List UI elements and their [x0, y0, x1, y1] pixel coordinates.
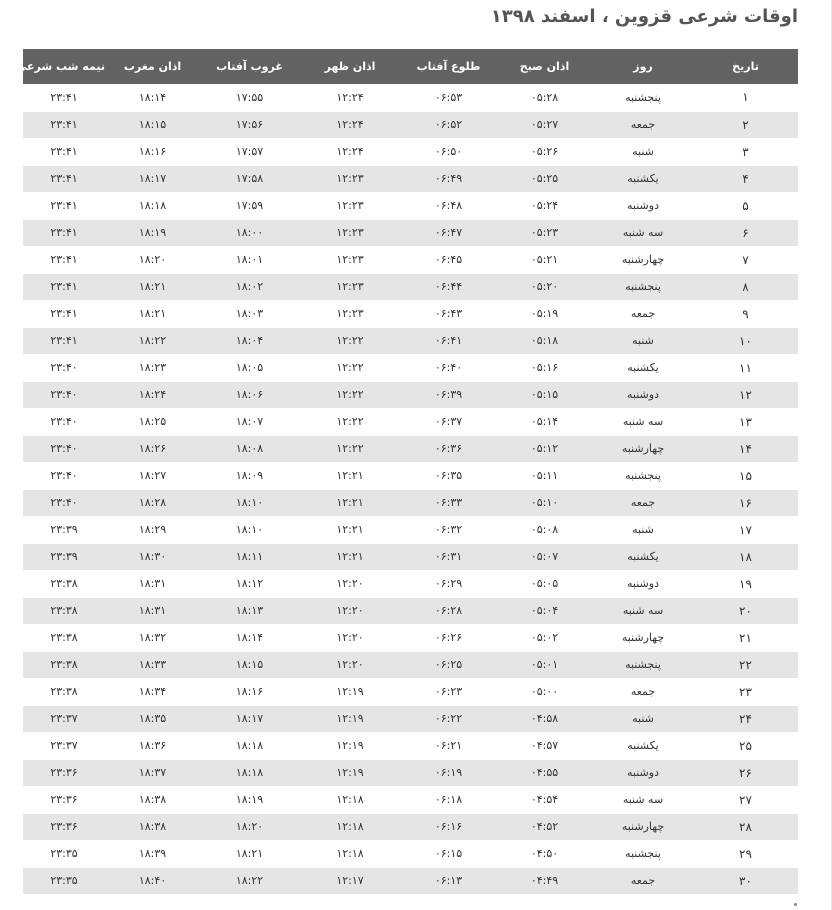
cell-date: ۵ — [693, 192, 798, 219]
cell-sunrise: ۰۶:۴۸ — [401, 192, 496, 219]
cell-date: ۱۴ — [693, 435, 798, 462]
cell-dhuhr: ۱۲:۲۳ — [299, 300, 401, 327]
cell-sunrise: ۰۶:۱۵ — [401, 840, 496, 867]
table-row — [23, 759, 798, 786]
cell-sunrise: ۰۶:۱۳ — [401, 867, 496, 894]
cell-sunset: ۱۷:۵۶ — [200, 111, 299, 138]
cell-dhuhr: ۱۲:۲۲ — [299, 435, 401, 462]
cell-sunrise: ۰۶:۳۲ — [401, 516, 496, 543]
cell-dhuhr: ۱۲:۲۲ — [299, 381, 401, 408]
cell-sunset: ۱۸:۰۵ — [200, 354, 299, 381]
table-row — [23, 570, 798, 597]
table-row — [23, 300, 798, 327]
cell-sunset: ۱۷:۵۷ — [200, 138, 299, 165]
cell-sunset: ۱۸:۰۲ — [200, 273, 299, 300]
cell-dhuhr: ۱۲:۲۴ — [299, 111, 401, 138]
cell-day: پنجشنبه — [593, 84, 693, 111]
cell-day: جمعه — [593, 111, 693, 138]
cell-maghrib: ۱۸:۳۱ — [105, 570, 200, 597]
cell-sunset: ۱۸:۰۶ — [200, 381, 299, 408]
cell-day: یکشنبه — [593, 543, 693, 570]
cell-date: ۳ — [693, 138, 798, 165]
cell-sunrise: ۰۶:۴۴ — [401, 273, 496, 300]
cell-dhuhr: ۱۲:۱۸ — [299, 840, 401, 867]
table-row — [23, 516, 798, 543]
cell-date: ۷ — [693, 246, 798, 273]
cell-sunset: ۱۸:۲۲ — [200, 867, 299, 894]
cell-fajr: ۰۵:۲۱ — [496, 246, 593, 273]
cell-maghrib: ۱۸:۱۸ — [105, 192, 200, 219]
cell-day: یکشنبه — [593, 165, 693, 192]
cell-maghrib: ۱۸:۳۴ — [105, 678, 200, 705]
header-date: تاریخ — [732, 60, 759, 73]
table-row — [23, 408, 798, 435]
cell-sunset: ۱۸:۲۰ — [200, 813, 299, 840]
cell-dhuhr: ۱۲:۱۹ — [299, 705, 401, 732]
cell-date: ۱۳ — [693, 408, 798, 435]
cell-dhuhr: ۱۲:۲۱ — [299, 543, 401, 570]
table-row — [23, 732, 798, 759]
cell-maghrib: ۱۸:۳۲ — [105, 624, 200, 651]
cell-maghrib: ۱۸:۲۶ — [105, 435, 200, 462]
cell-sunrise: ۰۶:۴۳ — [401, 300, 496, 327]
cell-day: سه شنبه — [593, 219, 693, 246]
cell-sunset: ۱۸:۰۸ — [200, 435, 299, 462]
cell-sunrise: ۰۶:۳۳ — [401, 489, 496, 516]
cell-midnight: ۲۳:۳۶ — [23, 813, 105, 840]
cell-maghrib: ۱۸:۲۹ — [105, 516, 200, 543]
cell-date: ۱۷ — [693, 516, 798, 543]
cell-midnight: ۲۳:۳۷ — [23, 732, 105, 759]
cell-midnight: ۲۳:۴۰ — [23, 354, 105, 381]
table-row — [23, 624, 798, 651]
cell-day: جمعه — [593, 489, 693, 516]
cell-sunrise: ۰۶:۳۵ — [401, 462, 496, 489]
cell-day: جمعه — [593, 867, 693, 894]
cell-sunset: ۱۸:۱۰ — [200, 516, 299, 543]
cell-fajr: ۰۵:۲۸ — [496, 84, 593, 111]
cell-dhuhr: ۱۲:۲۰ — [299, 651, 401, 678]
cell-date: ۲۵ — [693, 732, 798, 759]
cell-maghrib: ۱۸:۲۵ — [105, 408, 200, 435]
table-row — [23, 273, 798, 300]
cell-dhuhr: ۱۲:۱۷ — [299, 867, 401, 894]
cell-date: ۲۱ — [693, 624, 798, 651]
cell-day: جمعه — [593, 300, 693, 327]
cell-fajr: ۰۵:۲۴ — [496, 192, 593, 219]
cell-sunrise: ۰۶:۴۵ — [401, 246, 496, 273]
cell-fajr: ۰۵:۰۰ — [496, 678, 593, 705]
cell-dhuhr: ۱۲:۱۸ — [299, 786, 401, 813]
cell-day: شنبه — [593, 138, 693, 165]
cell-fajr: ۰۵:۱۸ — [496, 327, 593, 354]
cell-date: ۲۶ — [693, 759, 798, 786]
cell-fajr: ۰۵:۰۲ — [496, 624, 593, 651]
cell-sunset: ۱۷:۵۹ — [200, 192, 299, 219]
cell-sunset: ۱۸:۱۱ — [200, 543, 299, 570]
prayer-times-table — [15, 49, 798, 895]
table-row — [23, 597, 798, 624]
header-midnight: نیمه شب شرعی — [15, 60, 105, 73]
table-row — [23, 435, 798, 462]
cell-fajr: ۰۵:۱۵ — [496, 381, 593, 408]
cell-maghrib: ۱۸:۲۸ — [105, 489, 200, 516]
header-sunrise: طلوع آفتاب — [416, 60, 481, 73]
cell-dhuhr: ۱۲:۲۳ — [299, 273, 401, 300]
cell-sunset: ۱۸:۱۴ — [200, 624, 299, 651]
cell-dhuhr: ۱۲:۱۹ — [299, 732, 401, 759]
cell-sunset: ۱۸:۱۶ — [200, 678, 299, 705]
cell-fajr: ۰۵:۲۶ — [496, 138, 593, 165]
footer-dot — [794, 903, 797, 906]
cell-fajr: ۰۴:۴۹ — [496, 867, 593, 894]
table-row — [23, 246, 798, 273]
header-dhuhr: اذان ظهر — [324, 60, 376, 73]
cell-date: ۲۴ — [693, 705, 798, 732]
cell-day: سه شنبه — [593, 408, 693, 435]
cell-fajr: ۰۵:۰۴ — [496, 597, 593, 624]
cell-sunrise: ۰۶:۲۱ — [401, 732, 496, 759]
cell-day: پنجشنبه — [593, 651, 693, 678]
table-row — [23, 327, 798, 354]
cell-maghrib: ۱۸:۲۷ — [105, 462, 200, 489]
cell-sunset: ۱۸:۲۱ — [200, 840, 299, 867]
cell-dhuhr: ۱۲:۲۲ — [299, 354, 401, 381]
cell-midnight: ۲۳:۳۹ — [23, 516, 105, 543]
cell-midnight: ۲۳:۴۰ — [23, 489, 105, 516]
cell-date: ۲ — [693, 111, 798, 138]
cell-dhuhr: ۱۲:۲۰ — [299, 570, 401, 597]
cell-midnight: ۲۳:۳۵ — [23, 840, 105, 867]
cell-midnight: ۲۳:۳۸ — [23, 624, 105, 651]
cell-maghrib: ۱۸:۲۴ — [105, 381, 200, 408]
cell-dhuhr: ۱۲:۲۲ — [299, 327, 401, 354]
prayer-times-table-container — [15, 49, 798, 895]
cell-date: ۹ — [693, 300, 798, 327]
cell-day: چهارشنبه — [593, 246, 693, 273]
cell-day: پنجشنبه — [593, 462, 693, 489]
cell-fajr: ۰۴:۵۰ — [496, 840, 593, 867]
cell-dhuhr: ۱۲:۲۴ — [299, 84, 401, 111]
cell-midnight: ۲۳:۴۱ — [23, 300, 105, 327]
cell-maghrib: ۱۸:۳۹ — [105, 840, 200, 867]
cell-maghrib: ۱۸:۱۹ — [105, 219, 200, 246]
cell-date: ۲۰ — [693, 597, 798, 624]
cell-sunrise: ۰۶:۱۶ — [401, 813, 496, 840]
cell-day: دوشنبه — [593, 381, 693, 408]
cell-midnight: ۲۳:۳۸ — [23, 678, 105, 705]
cell-midnight: ۲۳:۳۷ — [23, 705, 105, 732]
cell-sunrise: ۰۶:۲۵ — [401, 651, 496, 678]
table-body — [23, 84, 798, 894]
cell-midnight: ۲۳:۴۱ — [23, 219, 105, 246]
cell-maghrib: ۱۸:۳۷ — [105, 759, 200, 786]
cell-sunrise: ۰۶:۳۹ — [401, 381, 496, 408]
cell-day: چهارشنبه — [593, 813, 693, 840]
cell-fajr: ۰۵:۱۹ — [496, 300, 593, 327]
table-row — [23, 138, 798, 165]
cell-dhuhr: ۱۲:۲۳ — [299, 165, 401, 192]
cell-date: ۳۰ — [693, 867, 798, 894]
cell-sunset: ۱۸:۱۵ — [200, 651, 299, 678]
cell-sunrise: ۰۶:۲۸ — [401, 597, 496, 624]
cell-dhuhr: ۱۲:۱۹ — [299, 678, 401, 705]
cell-day: یکشنبه — [593, 354, 693, 381]
cell-maghrib: ۱۸:۱۴ — [105, 84, 200, 111]
cell-date: ۶ — [693, 219, 798, 246]
cell-dhuhr: ۱۲:۲۳ — [299, 219, 401, 246]
cell-sunrise: ۰۶:۲۳ — [401, 678, 496, 705]
cell-midnight: ۲۳:۴۰ — [23, 408, 105, 435]
cell-fajr: ۰۵:۱۰ — [496, 489, 593, 516]
cell-date: ۴ — [693, 165, 798, 192]
cell-midnight: ۲۳:۴۰ — [23, 381, 105, 408]
cell-midnight: ۲۳:۴۱ — [23, 192, 105, 219]
cell-midnight: ۲۳:۳۶ — [23, 786, 105, 813]
cell-sunrise: ۰۶:۲۲ — [401, 705, 496, 732]
cell-fajr: ۰۴:۵۸ — [496, 705, 593, 732]
cell-fajr: ۰۵:۱۲ — [496, 435, 593, 462]
cell-maghrib: ۱۸:۳۸ — [105, 786, 200, 813]
cell-midnight: ۲۳:۴۱ — [23, 327, 105, 354]
cell-sunrise: ۰۶:۳۱ — [401, 543, 496, 570]
table-row — [23, 354, 798, 381]
table-row — [23, 192, 798, 219]
cell-dhuhr: ۱۲:۲۰ — [299, 624, 401, 651]
cell-maghrib: ۱۸:۳۶ — [105, 732, 200, 759]
table-row — [23, 543, 798, 570]
cell-day: پنجشنبه — [593, 273, 693, 300]
page-title: اوقات شرعی قزوین ، اسفند ۱۳۹۸ — [490, 6, 798, 27]
cell-fajr: ۰۴:۵۲ — [496, 813, 593, 840]
cell-midnight: ۲۳:۳۸ — [23, 570, 105, 597]
cell-day: دوشنبه — [593, 570, 693, 597]
cell-date: ۱۵ — [693, 462, 798, 489]
cell-fajr: ۰۴:۵۴ — [496, 786, 593, 813]
table-row — [23, 867, 798, 894]
cell-dhuhr: ۱۲:۲۱ — [299, 462, 401, 489]
header-maghrib: اذان مغرب — [123, 60, 182, 73]
cell-dhuhr: ۱۲:۲۱ — [299, 516, 401, 543]
table-row — [23, 651, 798, 678]
cell-sunset: ۱۷:۵۵ — [200, 84, 299, 111]
cell-sunrise: ۰۶:۴۹ — [401, 165, 496, 192]
cell-date: ۲۳ — [693, 678, 798, 705]
cell-sunset: ۱۸:۱۲ — [200, 570, 299, 597]
cell-day: دوشنبه — [593, 192, 693, 219]
cell-midnight: ۲۳:۴۱ — [23, 84, 105, 111]
cell-dhuhr: ۱۲:۲۳ — [299, 246, 401, 273]
cell-maghrib: ۱۸:۳۰ — [105, 543, 200, 570]
table-row — [23, 165, 798, 192]
cell-sunset: ۱۸:۱۸ — [200, 759, 299, 786]
cell-sunset: ۱۸:۱۸ — [200, 732, 299, 759]
header-sunset: غروب آفتاب — [216, 60, 283, 73]
cell-maghrib: ۱۸:۱۷ — [105, 165, 200, 192]
cell-fajr: ۰۵:۲۳ — [496, 219, 593, 246]
cell-maghrib: ۱۸:۲۲ — [105, 327, 200, 354]
table-row — [23, 786, 798, 813]
cell-dhuhr: ۱۲:۱۸ — [299, 813, 401, 840]
cell-maghrib: ۱۸:۲۳ — [105, 354, 200, 381]
cell-date: ۱۸ — [693, 543, 798, 570]
cell-sunrise: ۰۶:۱۸ — [401, 786, 496, 813]
cell-sunrise: ۰۶:۲۶ — [401, 624, 496, 651]
table-header-row — [23, 49, 798, 84]
cell-sunrise: ۰۶:۳۷ — [401, 408, 496, 435]
cell-date: ۲۹ — [693, 840, 798, 867]
cell-sunset: ۱۸:۰۰ — [200, 219, 299, 246]
cell-midnight: ۲۳:۳۸ — [23, 597, 105, 624]
cell-sunrise: ۰۶:۴۷ — [401, 219, 496, 246]
cell-maghrib: ۱۸:۴۰ — [105, 867, 200, 894]
cell-sunset: ۱۸:۰۹ — [200, 462, 299, 489]
cell-maghrib: ۱۸:۳۳ — [105, 651, 200, 678]
cell-fajr: ۰۴:۵۵ — [496, 759, 593, 786]
cell-sunrise: ۰۶:۳۶ — [401, 435, 496, 462]
cell-day: چهارشنبه — [593, 624, 693, 651]
cell-date: ۲۸ — [693, 813, 798, 840]
cell-fajr: ۰۵:۲۷ — [496, 111, 593, 138]
cell-dhuhr: ۱۲:۲۰ — [299, 597, 401, 624]
cell-date: ۱ — [693, 84, 798, 111]
cell-midnight: ۲۳:۴۱ — [23, 165, 105, 192]
cell-sunset: ۱۸:۱۳ — [200, 597, 299, 624]
table-row — [23, 489, 798, 516]
cell-midnight: ۲۳:۴۱ — [23, 138, 105, 165]
cell-date: ۱۰ — [693, 327, 798, 354]
cell-maghrib: ۱۸:۱۵ — [105, 111, 200, 138]
cell-midnight: ۲۳:۴۰ — [23, 435, 105, 462]
header-fajr: اذان صبح — [519, 60, 570, 73]
cell-sunset: ۱۸:۱۷ — [200, 705, 299, 732]
cell-maghrib: ۱۸:۲۰ — [105, 246, 200, 273]
table-row — [23, 678, 798, 705]
cell-maghrib: ۱۸:۲۱ — [105, 273, 200, 300]
cell-date: ۲۲ — [693, 651, 798, 678]
cell-day: دوشنبه — [593, 759, 693, 786]
cell-sunset: ۱۸:۰۱ — [200, 246, 299, 273]
cell-day: سه شنبه — [593, 597, 693, 624]
cell-dhuhr: ۱۲:۱۹ — [299, 759, 401, 786]
cell-fajr: ۰۴:۵۷ — [496, 732, 593, 759]
cell-date: ۱۲ — [693, 381, 798, 408]
cell-maghrib: ۱۸:۲۱ — [105, 300, 200, 327]
table-row — [23, 840, 798, 867]
cell-fajr: ۰۵:۱۴ — [496, 408, 593, 435]
cell-fajr: ۰۵:۱۱ — [496, 462, 593, 489]
cell-sunrise: ۰۶:۵۰ — [401, 138, 496, 165]
table-row — [23, 219, 798, 246]
cell-date: ۲۷ — [693, 786, 798, 813]
cell-day: شنبه — [593, 516, 693, 543]
cell-day: یکشنبه — [593, 732, 693, 759]
cell-sunset: ۱۷:۵۸ — [200, 165, 299, 192]
cell-date: ۱۱ — [693, 354, 798, 381]
cell-fajr: ۰۵:۱۶ — [496, 354, 593, 381]
cell-sunrise: ۰۶:۵۲ — [401, 111, 496, 138]
cell-dhuhr: ۱۲:۲۴ — [299, 138, 401, 165]
table-row — [23, 381, 798, 408]
cell-sunrise: ۰۶:۴۰ — [401, 354, 496, 381]
cell-fajr: ۰۵:۰۵ — [496, 570, 593, 597]
table-row — [23, 705, 798, 732]
cell-midnight: ۲۳:۴۱ — [23, 273, 105, 300]
cell-day: جمعه — [593, 678, 693, 705]
cell-midnight: ۲۳:۴۰ — [23, 462, 105, 489]
cell-midnight: ۲۳:۴۱ — [23, 111, 105, 138]
cell-fajr: ۰۵:۲۰ — [496, 273, 593, 300]
table-row — [23, 111, 798, 138]
cell-day: سه شنبه — [593, 786, 693, 813]
cell-sunrise: ۰۶:۴۱ — [401, 327, 496, 354]
cell-fajr: ۰۵:۰۸ — [496, 516, 593, 543]
cell-maghrib: ۱۸:۳۱ — [105, 597, 200, 624]
table-row — [23, 813, 798, 840]
header-day: روز — [633, 60, 653, 73]
cell-dhuhr: ۱۲:۲۱ — [299, 489, 401, 516]
cell-fajr: ۰۵:۰۷ — [496, 543, 593, 570]
cell-midnight: ۲۳:۳۶ — [23, 759, 105, 786]
cell-fajr: ۰۵:۰۱ — [496, 651, 593, 678]
cell-dhuhr: ۱۲:۲۳ — [299, 192, 401, 219]
cell-sunrise: ۰۶:۲۹ — [401, 570, 496, 597]
cell-maghrib: ۱۸:۳۸ — [105, 813, 200, 840]
cell-sunset: ۱۸:۰۴ — [200, 327, 299, 354]
cell-fajr: ۰۵:۲۵ — [496, 165, 593, 192]
cell-dhuhr: ۱۲:۲۲ — [299, 408, 401, 435]
cell-midnight: ۲۳:۳۹ — [23, 543, 105, 570]
cell-day: پنجشنبه — [593, 840, 693, 867]
cell-day: شنبه — [593, 327, 693, 354]
cell-day: چهارشنبه — [593, 435, 693, 462]
table-row — [23, 462, 798, 489]
cell-sunset: ۱۸:۰۳ — [200, 300, 299, 327]
table-row — [23, 84, 798, 111]
cell-maghrib: ۱۸:۳۵ — [105, 705, 200, 732]
cell-sunset: ۱۸:۱۰ — [200, 489, 299, 516]
cell-midnight: ۲۳:۳۵ — [23, 867, 105, 894]
cell-sunrise: ۰۶:۵۳ — [401, 84, 496, 111]
cell-midnight: ۲۳:۳۸ — [23, 651, 105, 678]
cell-sunset: ۱۸:۱۹ — [200, 786, 299, 813]
cell-date: ۱۶ — [693, 489, 798, 516]
cell-sunrise: ۰۶:۱۹ — [401, 759, 496, 786]
cell-date: ۱۹ — [693, 570, 798, 597]
cell-day: شنبه — [593, 705, 693, 732]
cell-midnight: ۲۳:۴۱ — [23, 246, 105, 273]
cell-maghrib: ۱۸:۱۶ — [105, 138, 200, 165]
cell-date: ۸ — [693, 273, 798, 300]
cell-sunset: ۱۸:۰۷ — [200, 408, 299, 435]
